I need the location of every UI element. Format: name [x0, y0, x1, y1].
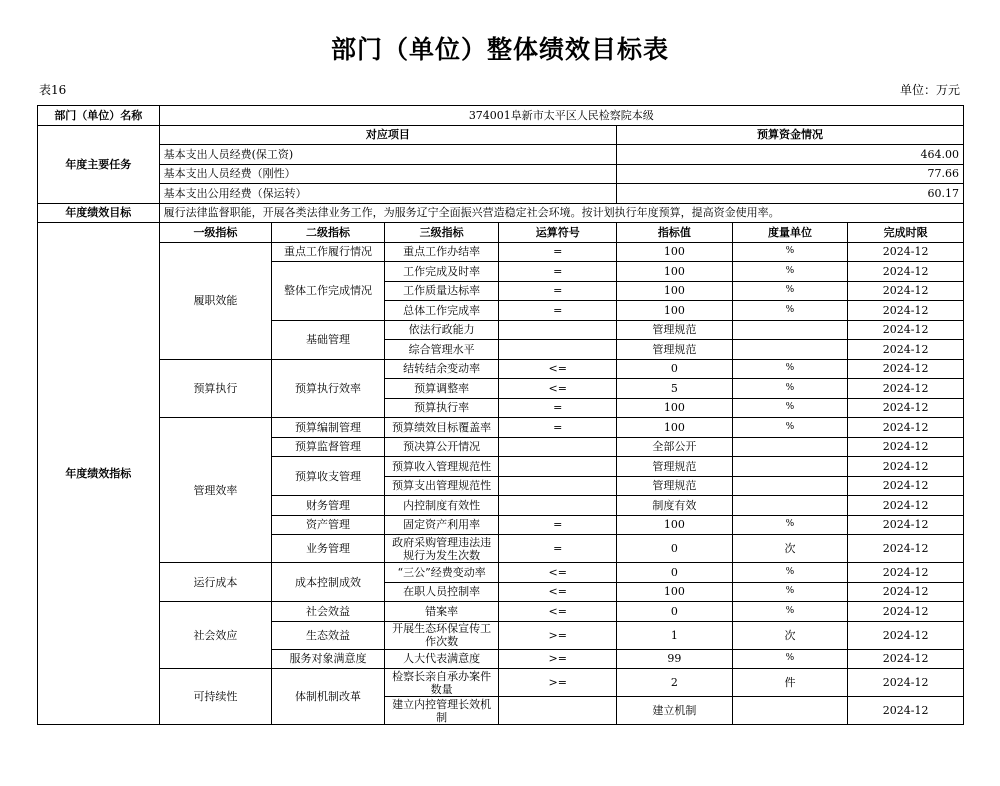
target-value: 管理规范 [617, 320, 733, 340]
level3-indicator: 建立内控管理长效机制 [384, 697, 499, 725]
deadline: 2024-12 [848, 621, 964, 649]
level1-indicator: 预算执行 [159, 359, 272, 418]
measure-unit: % [732, 281, 848, 301]
annual-goal-label: 年度绩效目标 [38, 203, 160, 223]
level3-indicator: 错案率 [384, 602, 499, 622]
level2-indicator: 重点工作履行情况 [272, 242, 385, 262]
deadline: 2024-12 [848, 398, 964, 418]
deadline: 2024-12 [848, 437, 964, 457]
measure-unit: % [732, 418, 848, 438]
target-value: 0 [617, 359, 733, 379]
annual-goal-text: 履行法律监督职能，开展各类法律业务工作，为服务辽宁全面振兴营造稳定社会环境。按计划执行年度预算，提高资金使用率。 [159, 203, 963, 223]
measure-unit: % [732, 398, 848, 418]
target-value: 管理规范 [617, 457, 733, 477]
measure-unit [732, 496, 848, 516]
level3-indicator: 依法行政能力 [384, 320, 499, 340]
level2-indicator: 预算收支管理 [272, 457, 385, 496]
target-value: 100 [617, 398, 733, 418]
level3-indicator: 预算绩效目标覆盖率 [384, 418, 499, 438]
deadline: 2024-12 [848, 340, 964, 360]
deadline: 2024-12 [848, 359, 964, 379]
operator [499, 320, 617, 340]
level3-indicator: 预算支出管理规范性 [384, 476, 499, 496]
deadline: 2024-12 [848, 476, 964, 496]
header-level2: 二级指标 [272, 223, 385, 243]
target-value: 管理规范 [617, 340, 733, 360]
level2-indicator: 成本控制成效 [272, 563, 385, 602]
level3-indicator: 预决算公开情况 [384, 437, 499, 457]
deadline: 2024-12 [848, 457, 964, 477]
task-amount: 60.17 [617, 184, 964, 204]
deadline: 2024-12 [848, 281, 964, 301]
target-value: 100 [617, 281, 733, 301]
deadline: 2024-12 [848, 697, 964, 725]
operator: = [499, 262, 617, 282]
level2-indicator: 预算执行效率 [272, 359, 385, 418]
measure-unit: 件 [732, 669, 848, 697]
operator: <= [499, 379, 617, 399]
deadline: 2024-12 [848, 535, 964, 563]
header-deadline: 完成时限 [848, 223, 964, 243]
header-level1: 一级指标 [159, 223, 272, 243]
deadline: 2024-12 [848, 242, 964, 262]
target-value: 99 [617, 649, 733, 669]
level3-indicator: 内控制度有效性 [384, 496, 499, 516]
level2-indicator: 预算编制管理 [272, 418, 385, 438]
level3-indicator: 开展生态环保宣传工作次数 [384, 621, 499, 649]
deadline: 2024-12 [848, 379, 964, 399]
measure-unit: % [732, 359, 848, 379]
target-value: 5 [617, 379, 733, 399]
deadline: 2024-12 [848, 320, 964, 340]
operator: = [499, 418, 617, 438]
col-budget-header: 预算资金情况 [617, 125, 964, 145]
deadline: 2024-12 [848, 669, 964, 697]
task-item: 基本支出人员经费（刚性） [159, 164, 616, 184]
operator: <= [499, 563, 617, 583]
level3-indicator: 工作完成及时率 [384, 262, 499, 282]
task-item: 基本支出公用经费（保运转） [159, 184, 616, 204]
operator [499, 457, 617, 477]
col-item-header: 对应项目 [159, 125, 616, 145]
task-item: 基本支出人员经费(保工资) [159, 145, 616, 165]
measure-unit: % [732, 563, 848, 583]
target-value: 100 [617, 262, 733, 282]
level1-indicator: 社会效应 [159, 602, 272, 669]
deadline: 2024-12 [848, 582, 964, 602]
measure-unit [732, 476, 848, 496]
operator [499, 476, 617, 496]
header-level3: 三级指标 [384, 223, 499, 243]
level3-indicator: 预算执行率 [384, 398, 499, 418]
annual-task-label: 年度主要任务 [38, 125, 160, 203]
operator [499, 340, 617, 360]
target-value: 100 [617, 582, 733, 602]
level3-indicator: 在职人员控制率 [384, 582, 499, 602]
table-number: 表16 [39, 83, 67, 97]
measure-unit [732, 340, 848, 360]
level2-indicator: 预算监督管理 [272, 437, 385, 457]
deadline: 2024-12 [848, 418, 964, 438]
target-value: 100 [617, 301, 733, 321]
level2-indicator: 体制机制改革 [272, 669, 385, 725]
measure-unit: 次 [732, 621, 848, 649]
deadline: 2024-12 [848, 649, 964, 669]
deadline: 2024-12 [848, 602, 964, 622]
level2-indicator: 整体工作完成情况 [272, 262, 385, 321]
measure-unit: % [732, 379, 848, 399]
level1-indicator: 履职效能 [159, 242, 272, 359]
operator: >= [499, 621, 617, 649]
operator: <= [499, 582, 617, 602]
operator: = [499, 398, 617, 418]
level3-indicator: 总体工作完成率 [384, 301, 499, 321]
level3-indicator: 固定资产利用率 [384, 515, 499, 535]
level1-indicator: 运行成本 [159, 563, 272, 602]
performance-table [37, 105, 964, 725]
level1-indicator: 可持续性 [159, 669, 272, 725]
operator: = [499, 242, 617, 262]
header-unit: 度量单位 [732, 223, 848, 243]
level1-indicator: 管理效率 [159, 418, 272, 563]
measure-unit: % [732, 515, 848, 535]
target-value: 0 [617, 535, 733, 563]
measure-unit [732, 697, 848, 725]
level3-indicator: 综合管理水平 [384, 340, 499, 360]
page-title: 部门（单位）整体绩效目标表 [330, 35, 669, 64]
measure-unit [732, 437, 848, 457]
measure-unit [732, 320, 848, 340]
operator: = [499, 301, 617, 321]
level3-indicator: 政府采购管理违法违规行为发生次数 [384, 535, 499, 563]
indicators-label: 年度绩效指标 [38, 223, 160, 725]
level3-indicator: “三公”经费变动率 [384, 563, 499, 583]
task-amount: 464.00 [617, 145, 964, 165]
level2-indicator: 业务管理 [272, 535, 385, 563]
level2-indicator: 社会效益 [272, 602, 385, 622]
target-value: 0 [617, 563, 733, 583]
level3-indicator: 检察长亲自承办案件数量 [384, 669, 499, 697]
operator: = [499, 515, 617, 535]
level3-indicator: 工作质量达标率 [384, 281, 499, 301]
target-value: 100 [617, 418, 733, 438]
target-value: 管理规范 [617, 476, 733, 496]
unit-label: 单位：万元 [899, 83, 960, 97]
task-amount: 77.66 [617, 164, 964, 184]
measure-unit: % [732, 602, 848, 622]
dept-name-label: 部门（单位）名称 [38, 106, 160, 126]
dept-name-value: 374001阜新市太平区人民检察院本级 [159, 106, 963, 126]
target-value: 0 [617, 602, 733, 622]
deadline: 2024-12 [848, 563, 964, 583]
target-value: 全部公开 [617, 437, 733, 457]
deadline: 2024-12 [848, 496, 964, 516]
target-value: 100 [617, 515, 733, 535]
level3-indicator: 重点工作办结率 [384, 242, 499, 262]
operator: = [499, 281, 617, 301]
level3-indicator: 结转结余变动率 [384, 359, 499, 379]
measure-unit: % [732, 242, 848, 262]
level2-indicator: 财务管理 [272, 496, 385, 516]
deadline: 2024-12 [848, 262, 964, 282]
measure-unit: % [732, 262, 848, 282]
measure-unit [732, 457, 848, 477]
level3-indicator: 人大代表满意度 [384, 649, 499, 669]
target-value: 建立机制 [617, 697, 733, 725]
measure-unit: % [732, 582, 848, 602]
operator: >= [499, 649, 617, 669]
measure-unit: 次 [732, 535, 848, 563]
level2-indicator: 资产管理 [272, 515, 385, 535]
level2-indicator: 服务对象满意度 [272, 649, 385, 669]
operator [499, 697, 617, 725]
deadline: 2024-12 [848, 301, 964, 321]
measure-unit: % [732, 301, 848, 321]
header-value: 指标值 [617, 223, 733, 243]
operator: >= [499, 669, 617, 697]
level2-indicator: 生态效益 [272, 621, 385, 649]
operator [499, 437, 617, 457]
deadline: 2024-12 [848, 515, 964, 535]
target-value: 100 [617, 242, 733, 262]
level3-indicator: 预算调整率 [384, 379, 499, 399]
level3-indicator: 预算收入管理规范性 [384, 457, 499, 477]
operator: <= [499, 359, 617, 379]
target-value: 制度有效 [617, 496, 733, 516]
operator: <= [499, 602, 617, 622]
measure-unit: % [732, 649, 848, 669]
target-value: 1 [617, 621, 733, 649]
operator: = [499, 535, 617, 563]
target-value: 2 [617, 669, 733, 697]
header-operator: 运算符号 [499, 223, 617, 243]
level2-indicator: 基础管理 [272, 320, 385, 359]
operator [499, 496, 617, 516]
